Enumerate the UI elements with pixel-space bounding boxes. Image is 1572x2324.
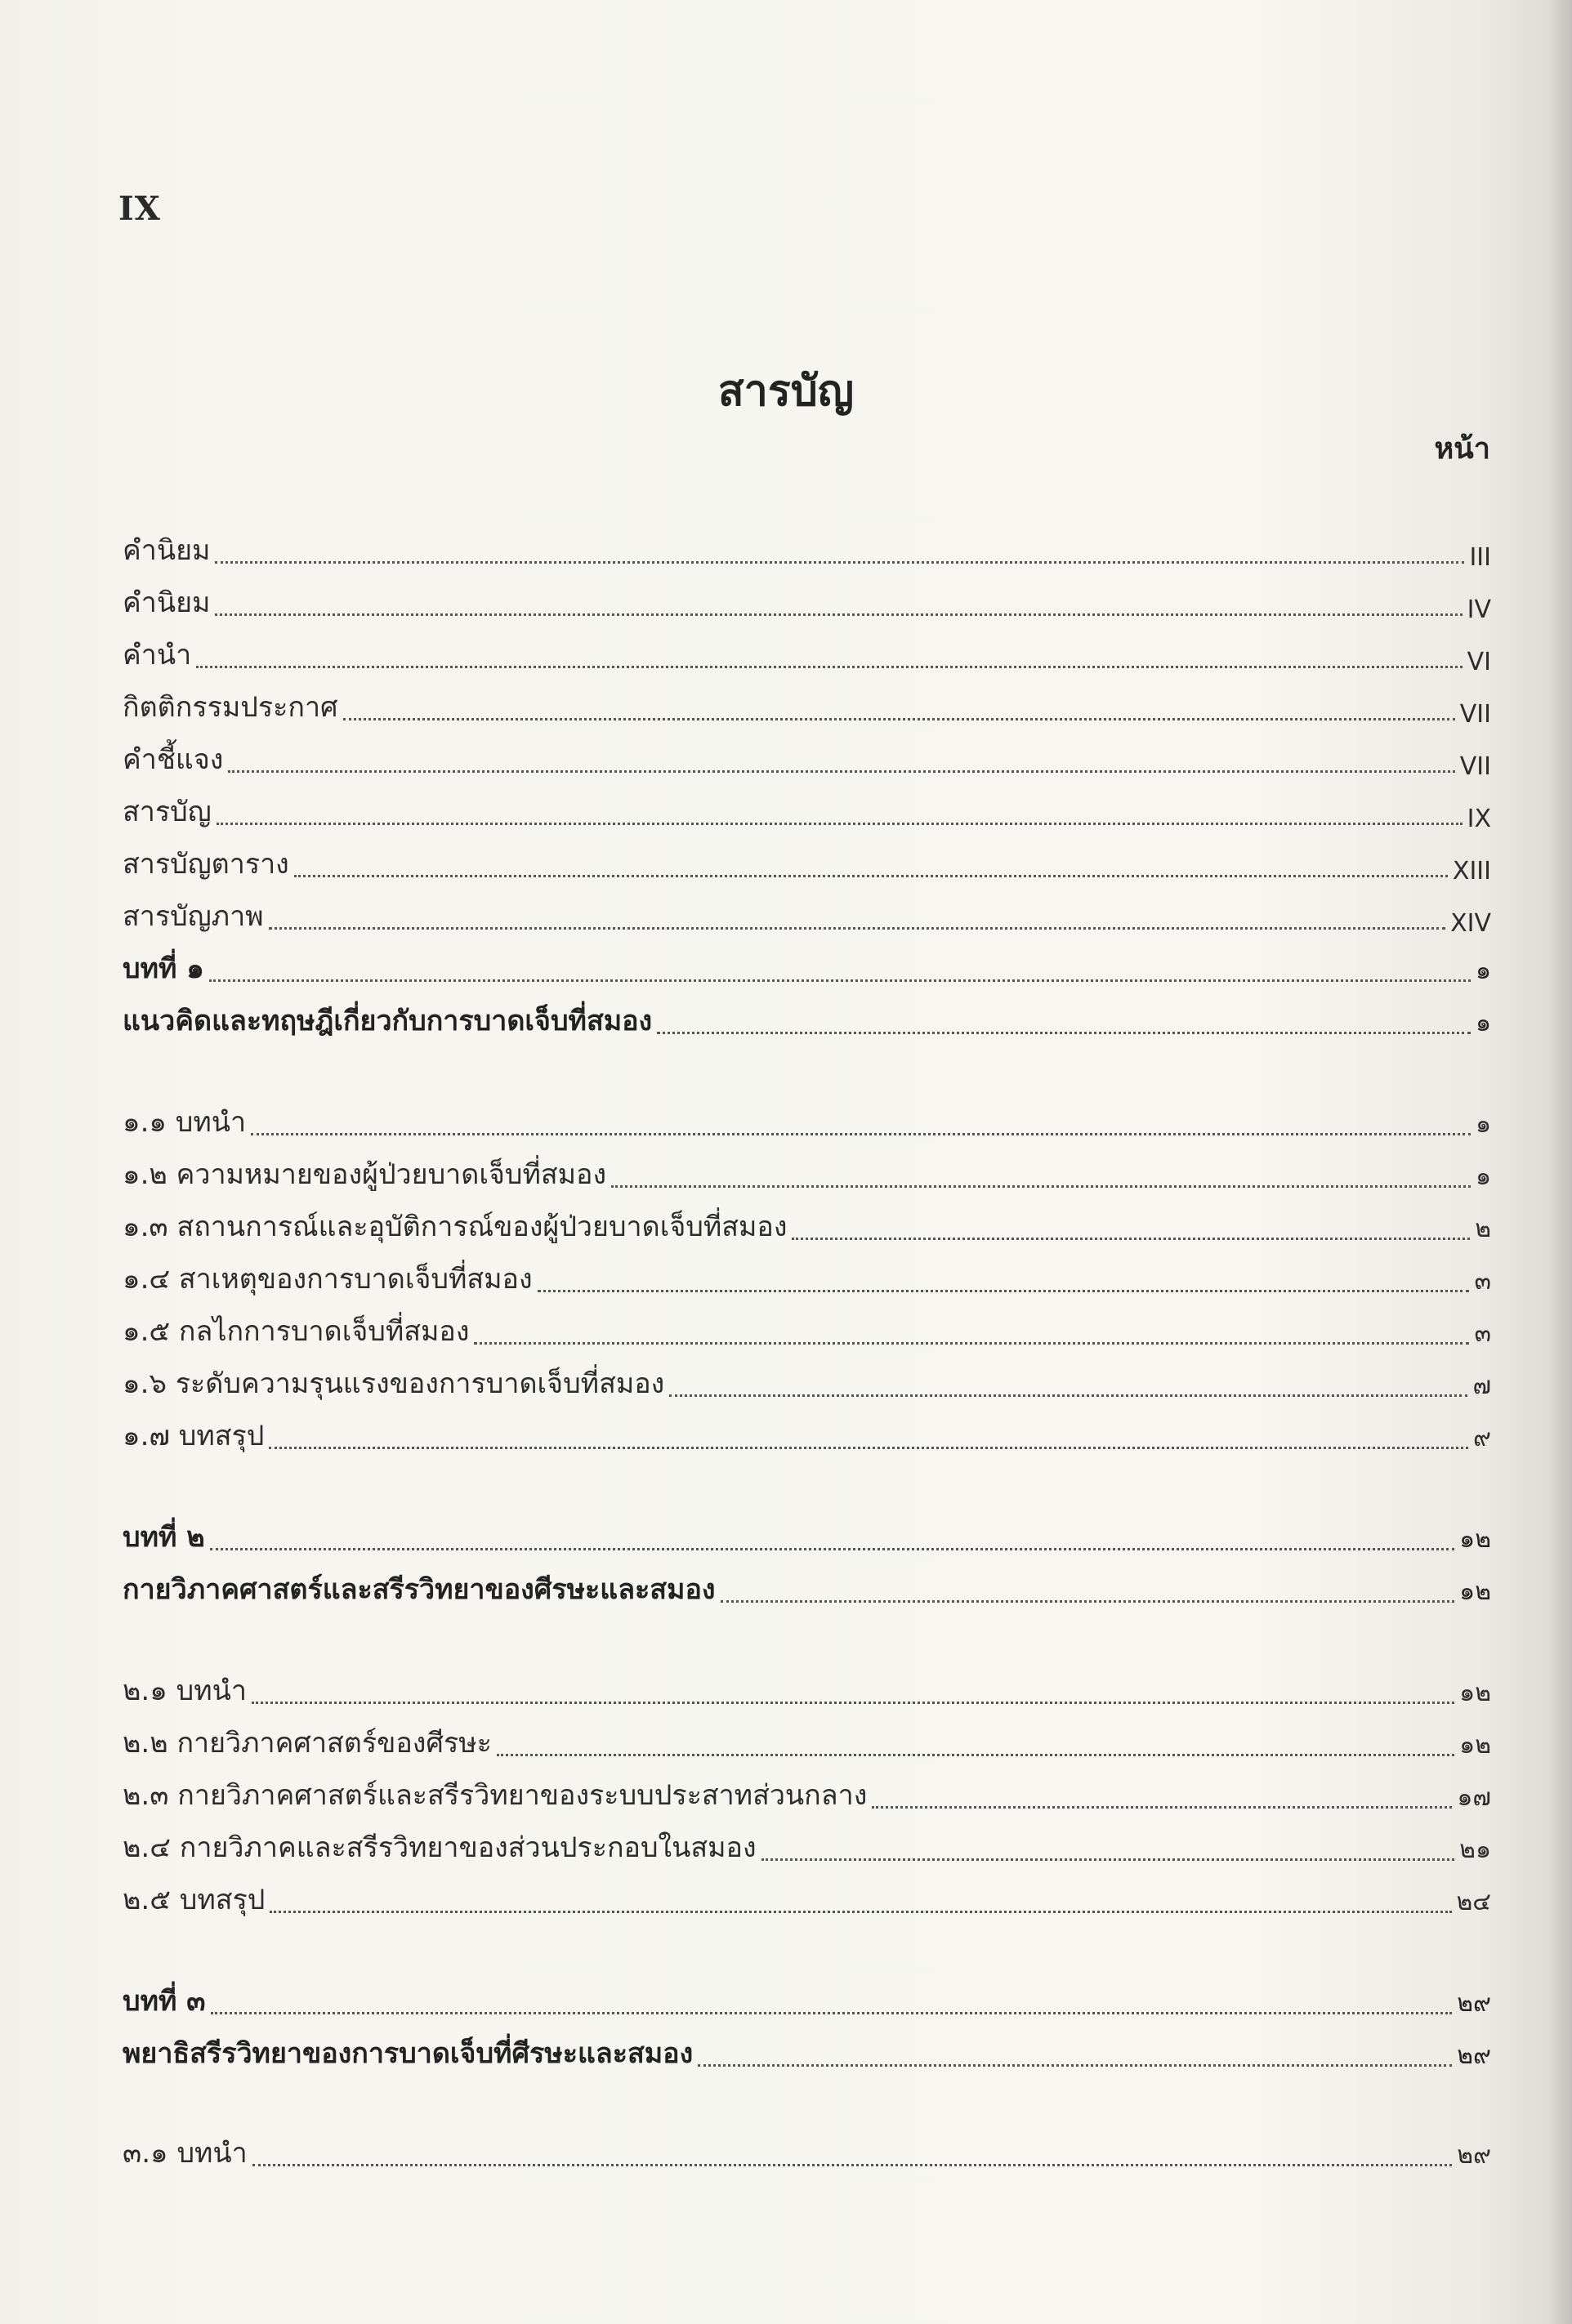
toc-entry-label: ๑.๕ กลไกการบาดเจ็บที่สมอง — [123, 1315, 470, 1348]
toc-entry-page: ๑ — [1475, 1162, 1491, 1191]
toc-entry-page: VII — [1459, 700, 1491, 729]
dot-leader — [721, 1599, 1455, 1603]
toc-entry — [123, 1209, 1491, 1248]
toc-entry — [123, 794, 1491, 833]
chapter-heading — [123, 951, 1491, 990]
toc-entry-label: ๒.๓ กายวิภาคศาสตร์และสรีรวิทยาของระบบประสาทส่วนกลาง — [123, 1779, 868, 1812]
toc-entry-page: XIV — [1450, 909, 1491, 938]
toc-entry — [123, 585, 1491, 624]
toc-entry-page: ๗ — [1472, 1372, 1491, 1400]
toc-entry-page: ๒๙ — [1457, 2141, 1491, 2170]
toc-entry-page: ๑ — [1475, 1110, 1491, 1139]
dot-leader — [196, 665, 1462, 668]
chapter-title — [123, 1003, 1491, 1042]
toc-entry-label: คำนิยม — [123, 534, 211, 567]
toc-entry — [123, 533, 1491, 572]
dot-leader — [270, 1910, 1451, 1913]
dot-leader — [294, 874, 1448, 877]
toc-entry-page: VI — [1467, 648, 1491, 676]
toc-entry-label: ๒.๒ กายวิภาคศาสตร์ของศีรษะ — [123, 1727, 492, 1760]
toc-entry — [123, 1104, 1491, 1144]
toc-entry — [123, 899, 1491, 938]
dot-leader — [215, 613, 1462, 616]
toc-entry — [123, 1882, 1491, 1921]
toc-entry-page: III — [1469, 543, 1491, 572]
dot-leader — [761, 1858, 1455, 1861]
dot-leader — [252, 2163, 1452, 2166]
toc-entry-label: กิตติกรรมประกาศ — [123, 691, 338, 724]
toc-entry — [123, 2135, 1491, 2175]
toc-entry — [123, 1418, 1491, 1457]
toc-entry-page: IV — [1467, 595, 1491, 624]
toc-entry — [123, 1366, 1491, 1405]
toc-entry-label: ๒.๕ บทสรุป — [123, 1884, 266, 1916]
toc-entry-label: ๑.๑ บทนำ — [123, 1106, 247, 1139]
toc-entry — [123, 689, 1491, 729]
page-number: IX — [118, 190, 161, 228]
toc-entry — [123, 1261, 1491, 1300]
toc-entry-page: ๑๗ — [1457, 1783, 1491, 1812]
toc-entry-label: บทที่ ๒ — [123, 1521, 205, 1554]
dot-leader — [269, 926, 1446, 930]
toc-entry-page: ๑๒ — [1459, 1731, 1491, 1760]
dot-leader — [872, 1805, 1452, 1809]
toc-entry-label: คำนิยม — [123, 587, 211, 619]
toc-entry-label: คำชี้แจง — [123, 743, 224, 776]
toc-entry-page: ๒๙ — [1457, 1989, 1491, 2018]
dot-leader — [217, 822, 1463, 825]
toc-entry-page: ๒ — [1475, 1215, 1491, 1243]
toc-entry-label: ๑.๒ ความหมายของผู้ป่วยบาดเจ็บที่สมอง — [123, 1158, 607, 1191]
chapter-heading — [123, 1519, 1491, 1559]
toc-entry-label: บทที่ ๓ — [123, 1985, 206, 2018]
toc-entry-label: สารบัญตาราง — [123, 848, 289, 881]
dot-leader — [252, 1701, 1454, 1704]
toc-entry-label: ๑.๗ บทสรุป — [123, 1420, 265, 1452]
toc-entry-label: สารบัญ — [123, 796, 212, 828]
page-column-header: หน้า — [1434, 432, 1490, 466]
toc-entry-page: ๑ — [1475, 957, 1491, 985]
dot-leader — [209, 979, 1471, 982]
dot-leader — [343, 717, 1455, 720]
toc-entry — [123, 1157, 1491, 1196]
toc-entry-label: ๒.๔ กายวิภาคและสรีรวิทยาของส่วนประกอบในสมอง — [123, 1831, 757, 1864]
dot-leader — [698, 2063, 1452, 2067]
toc-entry-page: ๒๔ — [1456, 1888, 1491, 1916]
chapter-title — [123, 2036, 1491, 2075]
toc-entry-label: สารบัญภาพ — [123, 900, 264, 933]
dot-leader — [211, 2011, 1453, 2014]
toc-entry — [123, 742, 1491, 781]
toc-entry-page: ๑๒ — [1459, 1525, 1491, 1554]
toc-entry — [123, 846, 1491, 885]
toc-entry-label: คำนำ — [123, 639, 192, 671]
toc-entry-page: ๒๑ — [1459, 1836, 1491, 1864]
toc-entry-page: ๒๙ — [1457, 2041, 1491, 2070]
toc-entry-label: ๑.๔ สาเหตุของการบาดเจ็บที่สมอง — [123, 1263, 533, 1296]
toc-entry-label: แนวคิดและทฤษฎีเกี่ยวกับการบาดเจ็บที่สมอง — [123, 1005, 653, 1037]
dot-leader — [538, 1289, 1470, 1292]
toc-title: สารบัญ — [717, 367, 855, 416]
toc-entry-page: ๑๒ — [1459, 1577, 1491, 1606]
dot-leader — [474, 1341, 1469, 1345]
toc-entry-label: กายวิภาคศาสตร์และสรีรวิทยาของศีรษะและสมอง — [123, 1573, 716, 1606]
toc-entry-page: IX — [1467, 805, 1491, 833]
dot-leader — [611, 1184, 1471, 1188]
toc-entry-page: ๓ — [1474, 1319, 1491, 1348]
toc-entry — [123, 1778, 1491, 1817]
dot-leader — [657, 1031, 1471, 1034]
toc-entry-label: พยาธิสรีรวิทยาของการบาดเจ็บที่ศีรษะและสมอง — [123, 2037, 694, 2070]
toc-entry-page: XIII — [1452, 857, 1491, 885]
toc-entry — [123, 1725, 1491, 1764]
dot-leader — [228, 769, 1454, 773]
dot-leader — [792, 1237, 1470, 1240]
toc-entry-label: ๑.๓ สถานการณ์และอุบัติการณ์ของผู้ป่วยบาดเจ็บที่สมอง — [123, 1211, 788, 1243]
toc-entry-label: ๒.๑ บทนำ — [123, 1675, 247, 1707]
toc-entry-page: ๓ — [1474, 1267, 1491, 1296]
toc-entry-page: VII — [1459, 752, 1491, 781]
dot-leader — [251, 1132, 1471, 1135]
toc-entry-label: ๑.๖ ระดับความรุนแรงของการบาดเจ็บที่สมอง — [123, 1367, 665, 1400]
toc-entry-page: ๑ — [1475, 1009, 1491, 1037]
toc-entry-page: ๙ — [1473, 1424, 1491, 1452]
chapter-heading — [123, 1983, 1491, 2023]
toc-entry — [123, 1830, 1491, 1869]
toc-entry-label: ๓.๑ บทนำ — [123, 2137, 248, 2170]
toc-entry — [123, 1673, 1491, 1712]
toc-entry-page: ๑๒ — [1459, 1679, 1491, 1707]
chapter-title — [123, 1572, 1491, 1611]
page-edge-shadow — [1547, 0, 1572, 2324]
dot-leader — [497, 1753, 1454, 1756]
toc-entry-label: บทที่ ๑ — [123, 952, 204, 985]
dot-leader — [669, 1394, 1467, 1397]
dot-leader — [210, 1547, 1455, 1550]
toc-entry — [123, 637, 1491, 676]
toc-entry — [123, 1314, 1491, 1353]
dot-leader — [269, 1446, 1468, 1449]
dot-leader — [215, 560, 1464, 564]
